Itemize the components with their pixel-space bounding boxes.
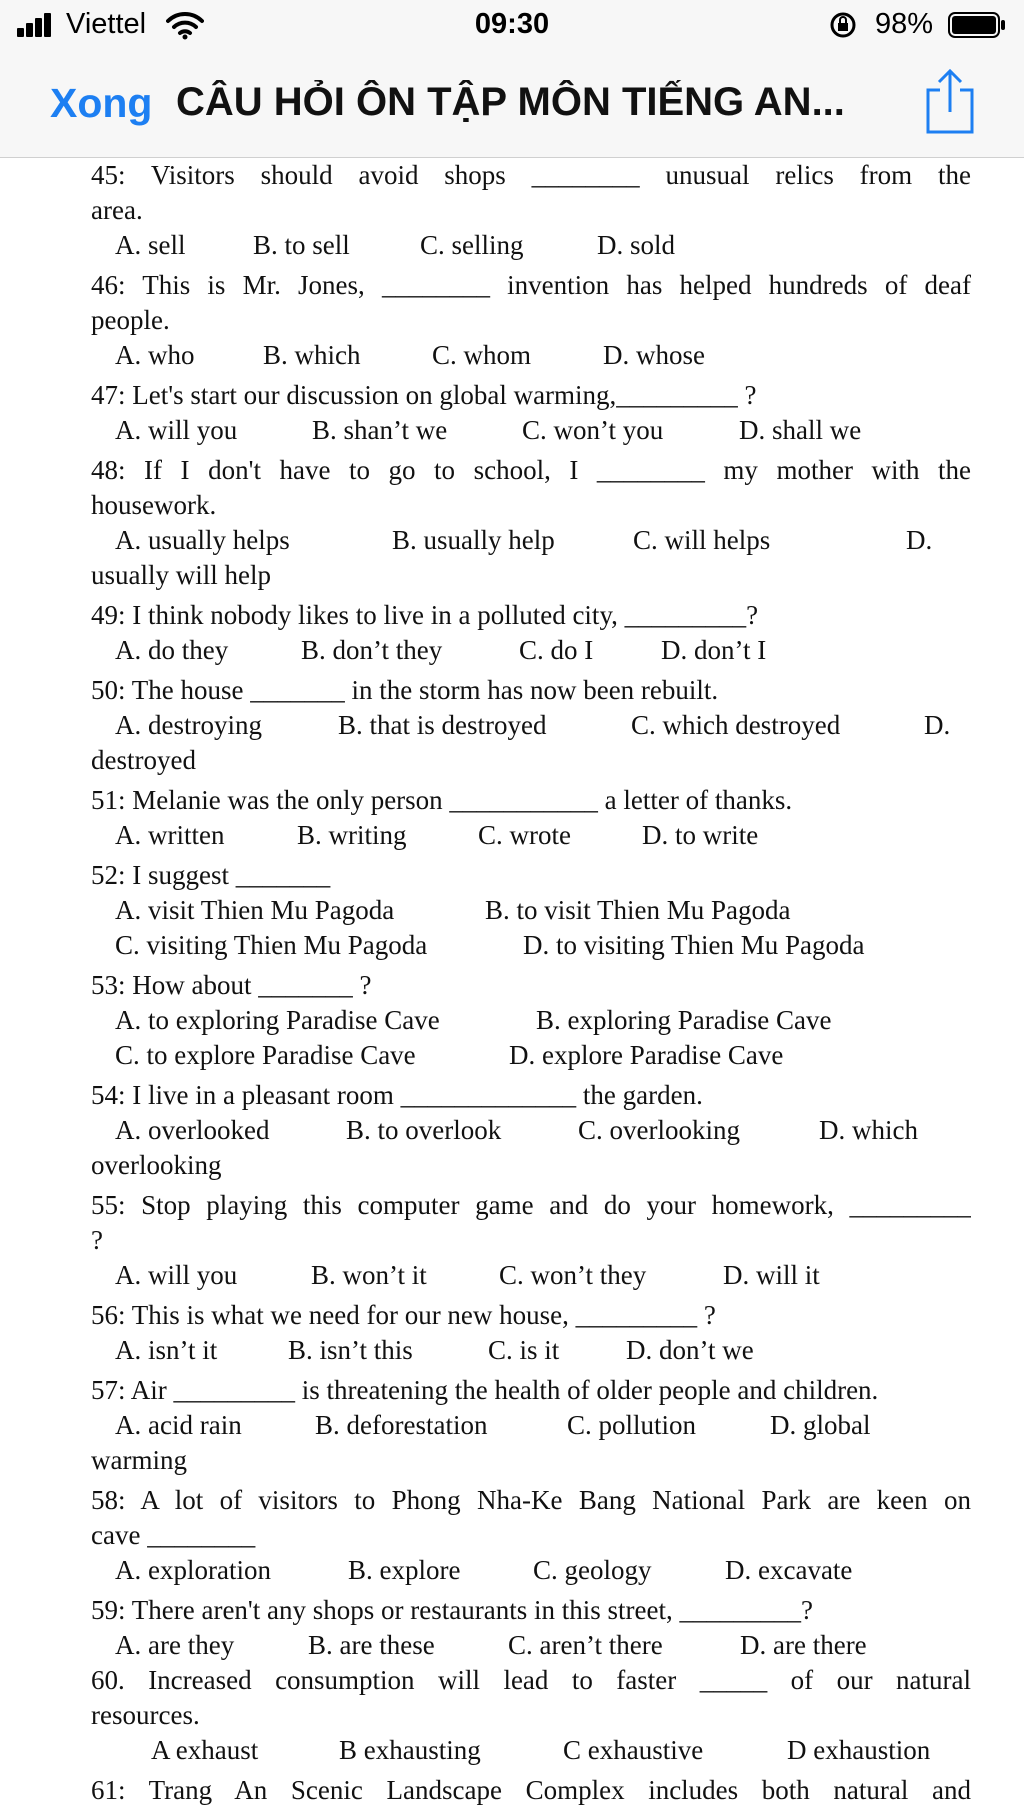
question-58-stem: 58: A lot of visitors to Phong Nha-Ke Bang National Park are keen on (91, 1485, 971, 1515)
question-46-stem: 46: This is Mr. Jones, ________ invention has helped hundreds of deaf (91, 270, 971, 300)
question-56-options (0, 1333, 1024, 1368)
option-d: D. don’t I (661, 635, 767, 665)
option-d: D. to visiting Thien Mu Pagoda (523, 930, 865, 960)
option-c: C. selling (420, 230, 524, 260)
battery-icon (948, 12, 1006, 38)
option-a: A. will you (115, 415, 238, 445)
option-a: A. sell (115, 230, 186, 260)
option-a: A. destroying (115, 710, 262, 740)
option-a: A. acid rain (115, 1410, 242, 1440)
option-a: A. will you (115, 1260, 238, 1290)
document-title: CÂU HỎI ÔN TẬP MÔN TIẾNG AN... (176, 80, 845, 124)
option-a: A. exploration (115, 1555, 271, 1585)
option-d: D. shall we (739, 415, 862, 445)
option-a: A. do they (115, 635, 229, 665)
option-a: A. are they (115, 1630, 235, 1660)
option-d: D. to write (642, 820, 759, 850)
question-58-options (0, 1553, 1024, 1588)
option-c: C. whom (432, 340, 532, 370)
question-48-stem: 48: If I don't have to go to school, I ________ my mother with the (91, 455, 971, 485)
question-59-stem: 59: There aren't any shops or restaurants in this street, _________? (91, 1595, 813, 1625)
question-57-stem: 57: Air _________ is threatening the health of older people and children. (91, 1375, 879, 1405)
question-55-stem: 55: Stop playing this computer game and do your homework, _________ (91, 1190, 971, 1220)
option-c: C. geology (533, 1555, 652, 1585)
question-46-continuation: people. (91, 305, 170, 335)
option-d: D. (906, 525, 933, 555)
question-56-stem: 56: This is what we need for our new house, _________ ? (91, 1300, 716, 1330)
option-c: C. aren’t there (508, 1630, 663, 1660)
question-55-options (0, 1258, 1024, 1293)
option-d: D. sold (597, 230, 676, 260)
question-45-options (0, 228, 1024, 263)
option-a: A. overlooked (115, 1115, 270, 1145)
option-d: D. which (819, 1115, 918, 1145)
question-47-options (0, 413, 1024, 448)
question-53-options-row-2 (0, 1038, 1024, 1073)
question-49-stem: 49: I think nobody likes to live in a polluted city, _________? (91, 600, 759, 630)
option-a: A. usually helps (115, 525, 290, 555)
option-c: C. do I (519, 635, 594, 665)
option-d: D. whose (603, 340, 705, 370)
question-50-options (0, 708, 1024, 743)
option-a: A. visit Thien Mu Pagoda (115, 895, 395, 925)
question-52-options-row-1 (0, 893, 1024, 928)
option-c: C. overlooking (578, 1115, 740, 1145)
question-58-continuation: cave ________ (91, 1520, 256, 1550)
question-48-option-d-wrap: usually will help (91, 560, 271, 590)
option-d: D. (924, 710, 951, 740)
question-57-options (0, 1408, 1024, 1443)
option-d: D. excavate (725, 1555, 853, 1585)
question-50-option-d-wrap: destroyed (91, 745, 196, 775)
question-48-continuation: housework. (91, 490, 217, 520)
navigation-bar (0, 50, 1024, 158)
option-b: B. isn’t this (288, 1335, 413, 1365)
question-50-stem: 50: The house _______ in the storm has now been rebuilt. (91, 675, 719, 705)
option-b: B. writing (297, 820, 407, 850)
option-c: C. is it (488, 1335, 560, 1365)
document-content (0, 158, 1024, 1820)
question-53-stem: 53: How about _______ ? (91, 970, 372, 1000)
option-b: B exhausting (339, 1735, 481, 1765)
option-c: C. won’t they (499, 1260, 647, 1290)
option-b: B. deforestation (315, 1410, 488, 1440)
option-d: D exhaustion (787, 1735, 931, 1765)
carrier-name: Viettel (66, 8, 147, 40)
option-b: B. won’t it (311, 1260, 427, 1290)
option-d: D. global (770, 1410, 871, 1440)
done-button[interactable]: Xong (50, 80, 153, 126)
option-b: B. to visit Thien Mu Pagoda (485, 895, 791, 925)
option-b: B. to sell (253, 230, 350, 260)
option-a: A. to exploring Paradise Cave (115, 1005, 440, 1035)
option-c: C. will helps (633, 525, 771, 555)
option-c: C. visiting Thien Mu Pagoda (115, 930, 428, 960)
question-51-options (0, 818, 1024, 853)
question-53-options-row-1 (0, 1003, 1024, 1038)
question-60-options (0, 1733, 1024, 1768)
option-d: D. will it (723, 1260, 820, 1290)
option-c: C exhaustive (563, 1735, 704, 1765)
question-48-options (0, 523, 1024, 558)
option-a: A. written (115, 820, 225, 850)
question-45-continuation: area. (91, 195, 143, 225)
question-54-option-d-wrap: overlooking (91, 1150, 222, 1180)
option-b: B. exploring Paradise Cave (536, 1005, 832, 1035)
question-57-option-d-wrap: warming (91, 1445, 187, 1475)
status-bar (0, 0, 1024, 50)
question-47-stem: 47: Let's start our discussion on global warming,_________ ? (91, 380, 757, 410)
option-b: B. shan’t we (312, 415, 448, 445)
question-54-options (0, 1113, 1024, 1148)
question-51-stem: 51: Melanie was the only person ___________ a letter of thanks. (91, 785, 793, 815)
question-60-continuation: resources. (91, 1700, 200, 1730)
option-b: B. to overlook (346, 1115, 502, 1145)
option-a: A exhaust (151, 1735, 259, 1765)
option-c: C. won’t you (522, 415, 664, 445)
rotation-lock-icon (828, 10, 858, 40)
option-c: C. wrote (478, 820, 571, 850)
option-c: C. pollution (567, 1410, 697, 1440)
battery-percentage: 98% (875, 8, 934, 40)
question-60-stem: 60. Increased consumption will lead to faster _____ of our natural (91, 1665, 971, 1695)
question-46-options (0, 338, 1024, 373)
question-45-stem: 45: Visitors should avoid shops ________ unusual relics from the (91, 160, 971, 190)
question-52-stem: 52: I suggest _______ (91, 860, 331, 890)
option-b: B. explore (348, 1555, 461, 1585)
option-d: D. don’t we (626, 1335, 754, 1365)
option-b: B. that is destroyed (338, 710, 547, 740)
question-55-continuation: ? (91, 1225, 103, 1255)
option-b: B. don’t they (301, 635, 443, 665)
option-b: B. which (263, 340, 361, 370)
option-d: D. explore Paradise Cave (509, 1040, 784, 1070)
question-54-stem: 54: I live in a pleasant room _____________ the garden. (91, 1080, 703, 1110)
option-c: C. which destroyed (631, 710, 841, 740)
question-59-options (0, 1628, 1024, 1663)
option-c: C. to explore Paradise Cave (115, 1040, 416, 1070)
share-icon[interactable] (922, 66, 978, 138)
option-a: A. who (115, 340, 195, 370)
question-49-options (0, 633, 1024, 668)
question-52-options-row-2 (0, 928, 1024, 963)
option-a: A. isn’t it (115, 1335, 218, 1365)
option-b: B. are these (308, 1630, 435, 1660)
option-d: D. are there (740, 1630, 867, 1660)
clock-time: 09:30 (474, 8, 550, 40)
option-b: B. usually help (392, 525, 555, 555)
question-61-stem: 61: Trang An Scenic Landscape Complex includes both natural and (91, 1775, 971, 1805)
